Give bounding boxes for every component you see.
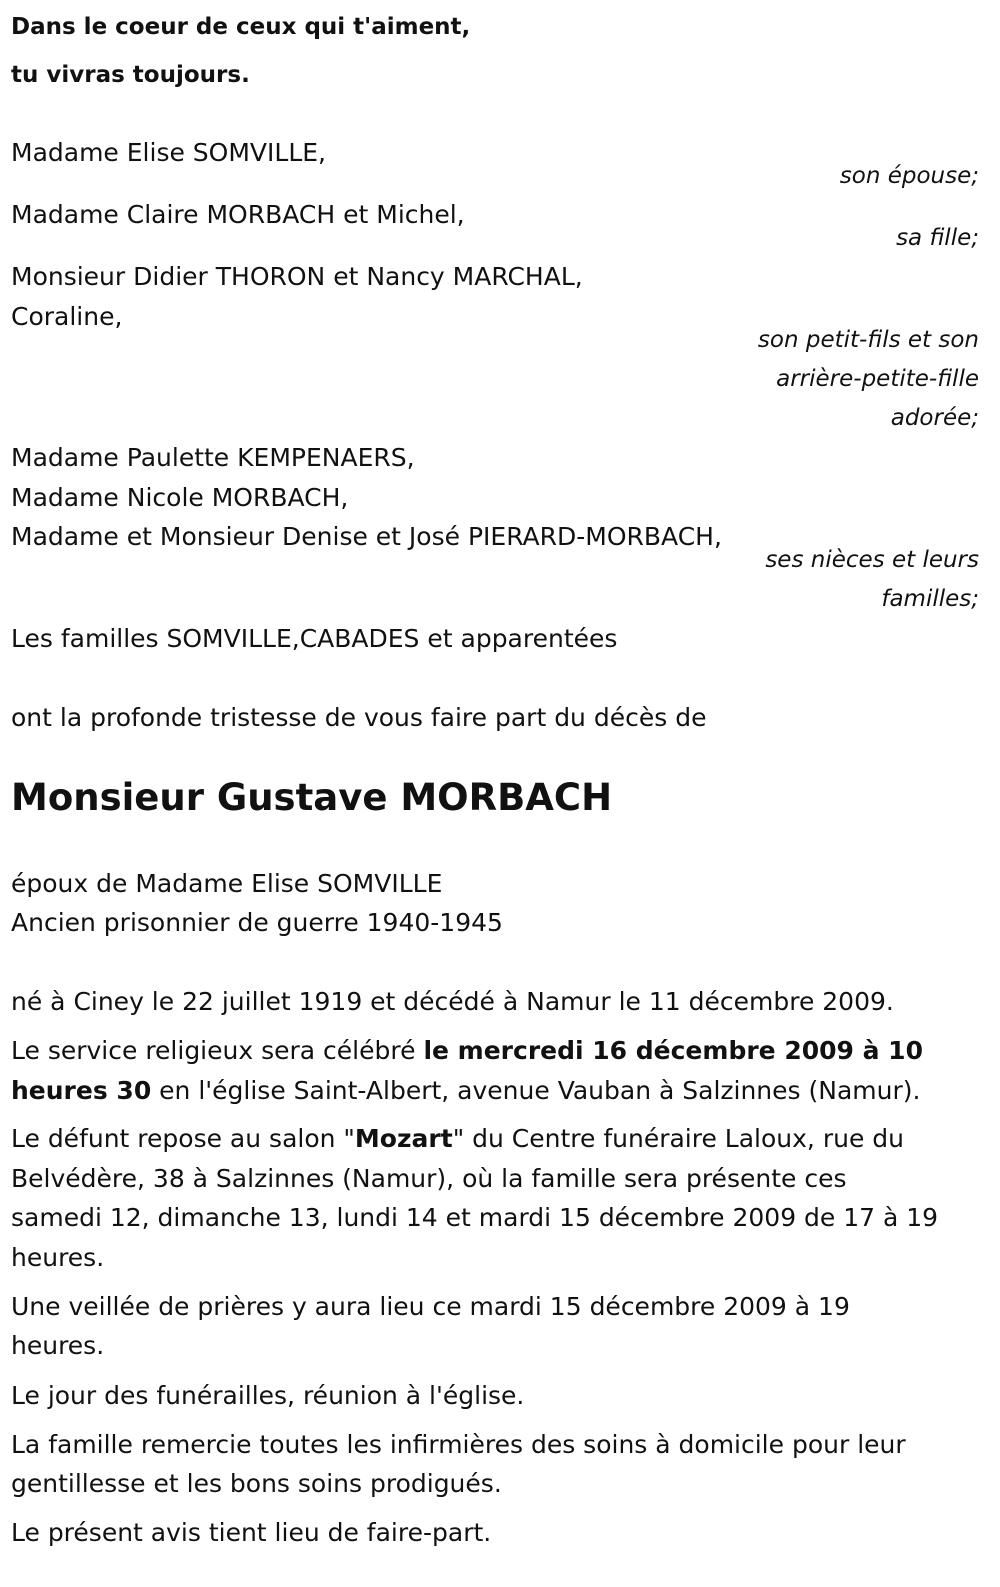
deceased-spouse: époux de Madame Elise SOMVILLE	[11, 869, 443, 898]
family-relatives: Les familles SOMVILLE,CABADES et apparentées	[11, 624, 618, 653]
role-grandson-line: son petit-fils et son	[757, 327, 979, 353]
family-great-granddaughter: Coraline,	[11, 302, 123, 331]
repose-line-4: heures.	[11, 1243, 105, 1272]
role-daughter: sa fille;	[896, 225, 979, 251]
repose-line-2: Belvédère, 38 à Salzinnes (Namur), où la famille sera présente ces	[11, 1164, 847, 1193]
service-time: heures 30	[11, 1076, 152, 1105]
repose-line-1	[11, 1124, 904, 1154]
family-niece: Madame Paulette KEMPENAERS,	[11, 443, 415, 472]
salon-name: Mozart	[354, 1124, 453, 1153]
funeral-day: Le jour des funérailles, réunion à l'église.	[11, 1381, 525, 1410]
notice-text: Le présent avis tient lieu de faire-part.	[11, 1518, 492, 1547]
thanks-line-1: La famille remercie toutes les infirmières des soins à domicile pour leur	[11, 1430, 906, 1459]
repose-suffix: " du Centre funéraire Laloux, rue du	[452, 1124, 904, 1153]
service-date: le mercredi 16 décembre 2009 à 10	[423, 1036, 923, 1065]
vigil-line-2: heures.	[11, 1331, 105, 1360]
motto-line-2: tu vivras toujours.	[11, 62, 250, 88]
role-grandson-line: adorée;	[890, 405, 979, 431]
service-prefix: Le service religieux sera célébré	[11, 1036, 424, 1065]
vigil-line-1: Une veillée de prières y aura lieu ce mardi 15 décembre 2009 à 19	[11, 1292, 850, 1321]
service-line-2	[11, 1076, 920, 1106]
family-wife: Madame Elise SOMVILLE,	[11, 138, 326, 167]
role-nieces-line: familles;	[881, 586, 979, 612]
family-niece: Madame et Monsieur Denise et José PIERARD-MORBACH,	[11, 522, 722, 551]
deceased-title: Ancien prisonnier de guerre 1940-1945	[11, 908, 503, 937]
repose-line-3: samedi 12, dimanche 13, lundi 14 et mardi 15 décembre 2009 de 17 à 19	[11, 1203, 939, 1232]
role-nieces-line: ses nièces et leurs	[765, 547, 979, 573]
role-wife: son épouse;	[839, 163, 979, 189]
family-grandson: Monsieur Didier THORON et Nancy MARCHAL,	[11, 262, 583, 291]
motto-line-1: Dans le coeur de ceux qui t'aiment,	[11, 14, 471, 40]
announcement-text: ont la profonde tristesse de vous faire part du décès de	[11, 703, 707, 732]
deceased-dates: né à Ciney le 22 juillet 1919 et décédé à Namur le 11 décembre 2009.	[11, 987, 894, 1016]
thanks-line-2: gentillesse et les bons soins prodigués.	[11, 1469, 502, 1498]
role-grandson-line: arrière-petite-fille	[776, 366, 979, 392]
family-daughter: Madame Claire MORBACH et Michel,	[11, 200, 465, 229]
service-location: en l'église Saint-Albert, avenue Vauban à Salzinnes (Namur).	[151, 1076, 921, 1105]
family-niece: Madame Nicole MORBACH,	[11, 483, 349, 512]
deceased-name: Monsieur Gustave MORBACH	[11, 776, 613, 819]
service-line-1	[11, 1036, 923, 1066]
repose-prefix: Le défunt repose au salon "	[11, 1124, 355, 1153]
obituary-notice	[11, 0, 979, 1587]
